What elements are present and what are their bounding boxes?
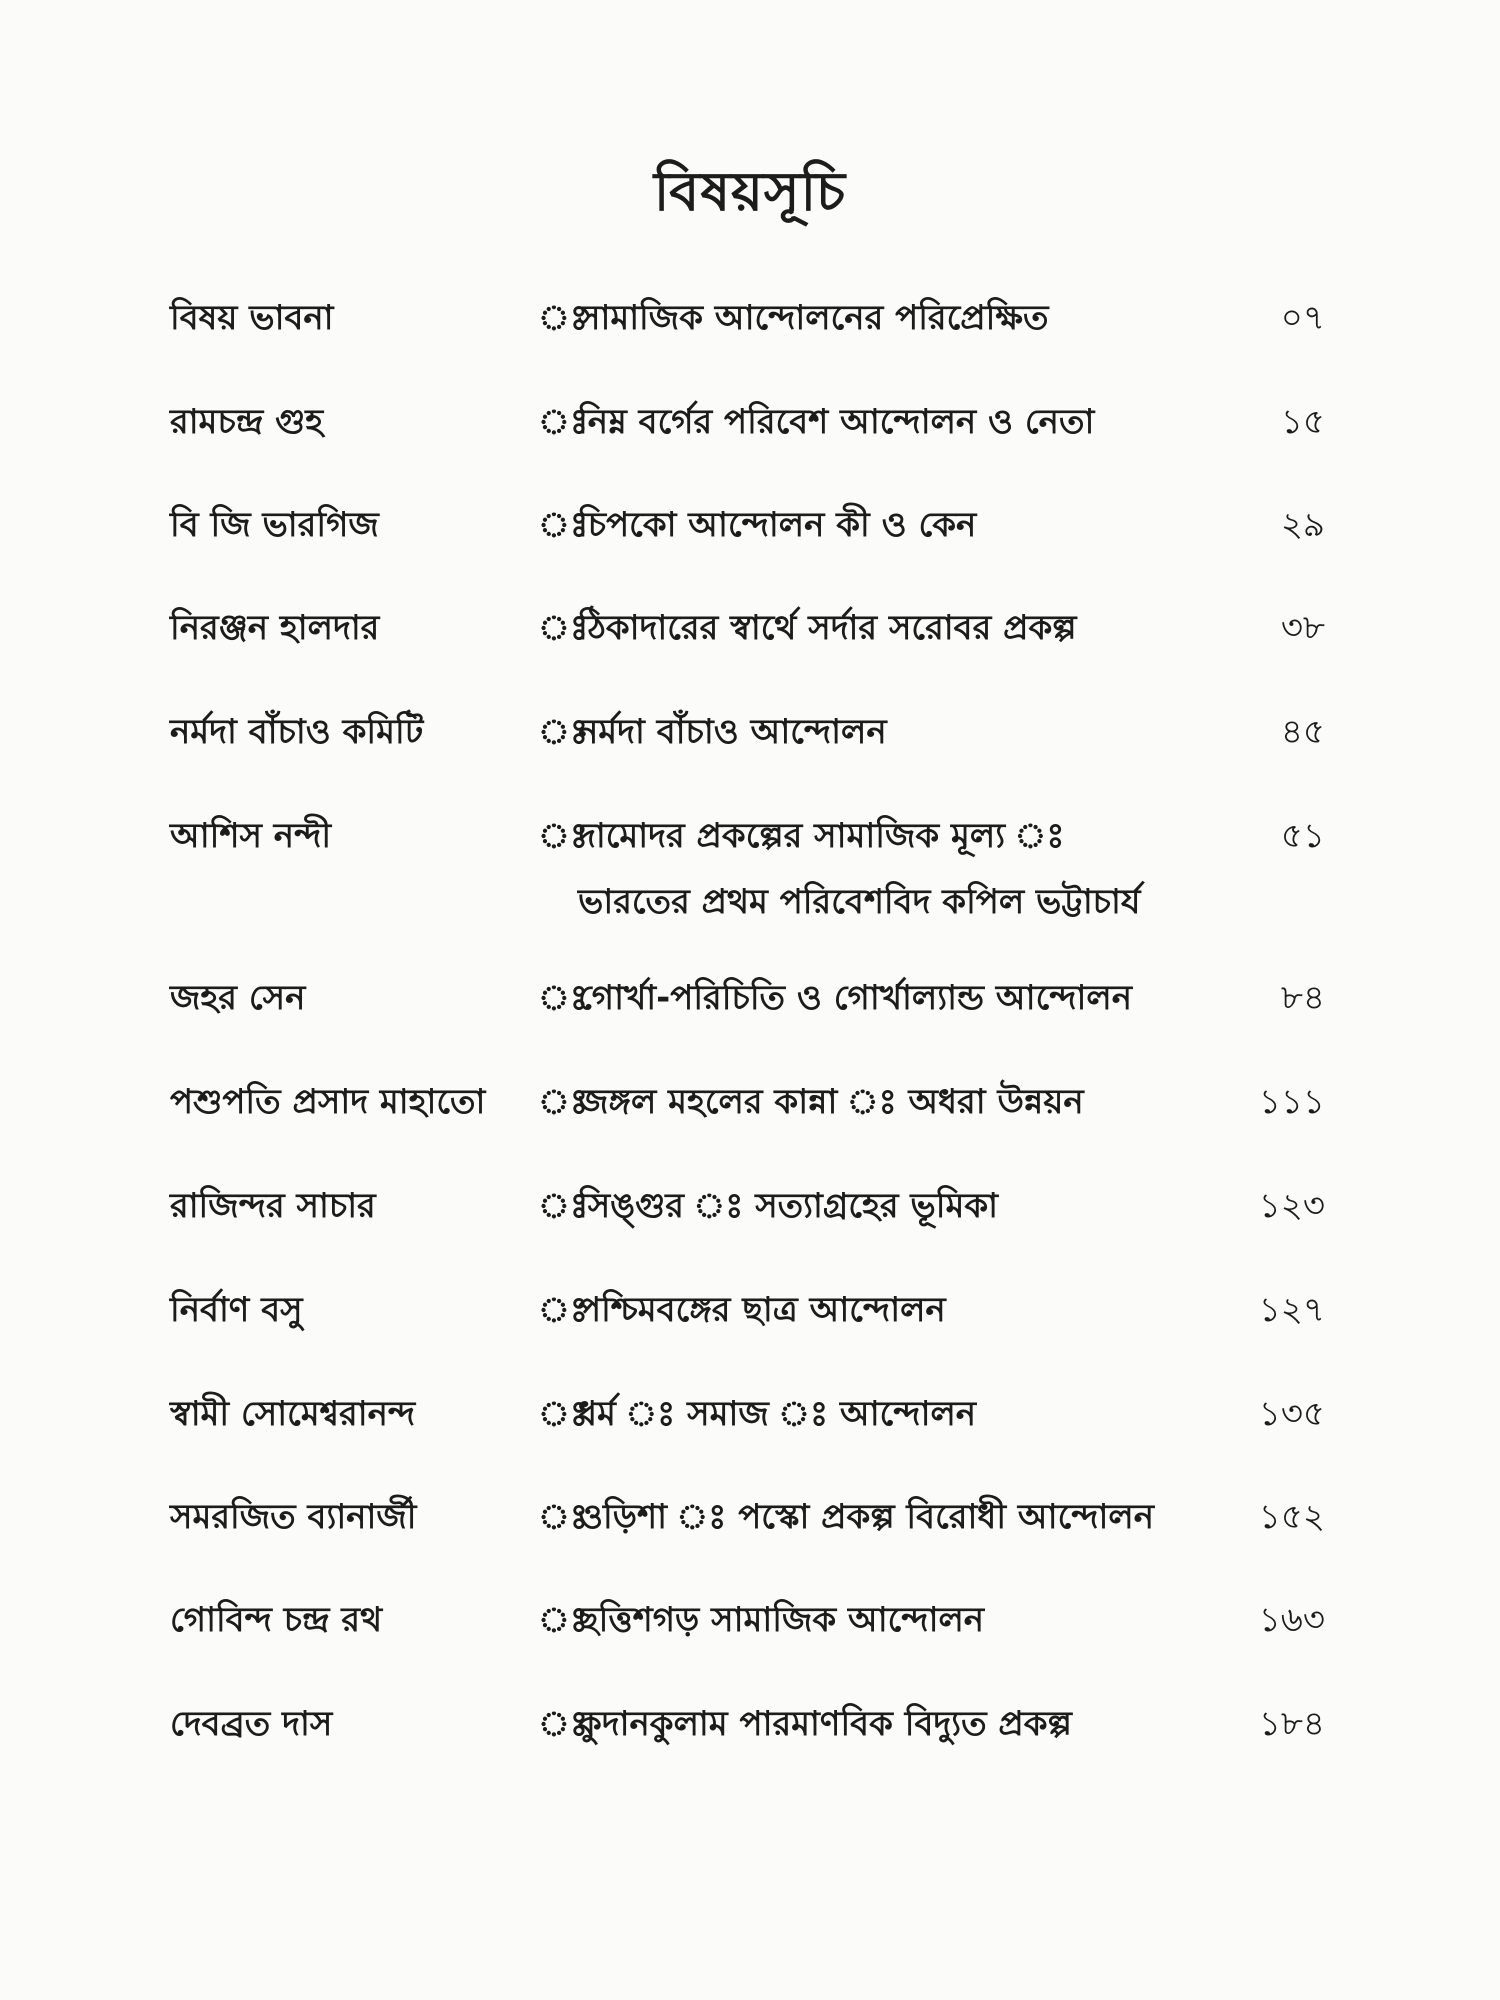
- entry-separator: ঃ: [538, 978, 588, 1018]
- entry-author: নির্বাণ বসু: [170, 1290, 303, 1330]
- entry-topic: সিঙ্গুর ঃ সত্যাগ্রহের ভূমিকা: [578, 1186, 999, 1226]
- entry-author: জহর সেন: [170, 978, 306, 1018]
- toc-entry: [0, 806, 1500, 936]
- entry-separator: ঃ: [538, 816, 588, 856]
- entry-topic: ওড়িশা ঃ পস্কো প্রকল্প বিরোধী আন্দোলন: [578, 1497, 1155, 1537]
- entry-author: রাজিন্দর সাচার: [170, 1186, 376, 1226]
- entry-page-number: ১৫২: [1258, 1497, 1325, 1537]
- toc-entry: [0, 392, 1500, 452]
- toc-entry: [0, 495, 1500, 555]
- toc-entry: [0, 1694, 1500, 1754]
- entry-author: রামচন্দ্র গুহ: [170, 402, 324, 442]
- entry-topic: পশ্চিমবঙ্গের ছাত্র আন্দোলন: [578, 1290, 946, 1330]
- entry-page-number: ১২৩: [1258, 1186, 1325, 1226]
- toc-entry: [0, 1384, 1500, 1444]
- toc-entry: [0, 702, 1500, 762]
- toc-entry: [0, 1072, 1500, 1132]
- entry-separator: ঃ: [538, 712, 588, 752]
- entry-page-number: ১৮৪: [1258, 1704, 1325, 1744]
- entry-author: পশুপতি প্রসাদ মাহাতো: [170, 1082, 486, 1122]
- entry-separator: ঃ: [538, 1600, 588, 1640]
- entry-page-number: ৩৮: [1280, 608, 1325, 648]
- entry-page-number: ২৯: [1280, 505, 1325, 545]
- toc-entry: [0, 1176, 1500, 1236]
- entry-page-number: ১৩৫: [1258, 1394, 1325, 1434]
- page-title: বিষয়সূচি: [653, 160, 847, 223]
- entry-page-number: ১১১: [1258, 1082, 1325, 1122]
- entry-topic: [578, 806, 1140, 932]
- entry-separator: ঃ: [538, 1082, 588, 1122]
- entry-separator: ঃ: [538, 608, 588, 648]
- entry-topic: জঙ্গল মহলের কান্না ঃ অধরা উন্নয়ন: [578, 1082, 1084, 1122]
- entry-page-number: ৫১: [1280, 816, 1325, 856]
- entry-topic: ঠিকাদারের স্বার্থে সর্দার সরোবর প্রকল্প: [578, 608, 1077, 648]
- toc-entry: [0, 598, 1500, 658]
- entry-topic: ধর্ম ঃ সমাজ ঃ আন্দোলন: [578, 1394, 977, 1434]
- entry-page-number: ০৭: [1280, 298, 1325, 338]
- entry-topic: গোর্খা-পরিচিতি ও গোর্খাল্যান্ড আন্দোলন: [578, 978, 1133, 1018]
- entry-author: স্বামী সোমেশ্বরানন্দ: [170, 1394, 416, 1434]
- entry-topic-line-2: ভারতের প্রথম পরিবেশবিদ কপিল ভট্টাচার্য: [578, 882, 1141, 922]
- entry-page-number: ১৫: [1280, 402, 1325, 442]
- toc-entry: [0, 1280, 1500, 1340]
- entry-topic: নর্মদা বাঁচাও আন্দোলন: [578, 712, 887, 752]
- entry-separator: ঃ: [538, 1186, 588, 1226]
- entry-author: নিরঞ্জন হালদার: [170, 608, 380, 648]
- entry-page-number: ৮৪: [1280, 978, 1325, 1018]
- entry-page-number: ১২৭: [1258, 1290, 1325, 1330]
- entry-page-number: ১৬৩: [1258, 1600, 1325, 1640]
- entry-separator: ঃ: [538, 1704, 588, 1744]
- entry-separator: ঃ: [538, 298, 588, 338]
- entry-author: নর্মদা বাঁচাও কমিটি: [170, 712, 424, 752]
- entry-page-number: ৪৫: [1280, 712, 1325, 752]
- toc-entry: [0, 1487, 1500, 1547]
- entry-topic: ছত্তিশগড় সামাজিক আন্দোলন: [578, 1600, 985, 1640]
- entry-topic: কুদানকুলাম পারমাণবিক বিদ্যুত প্রকল্প: [578, 1704, 1072, 1744]
- entry-separator: ঃ: [538, 1394, 588, 1434]
- toc-entry: [0, 288, 1500, 348]
- entry-author: গোবিন্দ চন্দ্র রথ: [170, 1600, 383, 1640]
- entry-separator: ঃ: [538, 402, 588, 442]
- entry-author: দেবব্রত দাস: [170, 1704, 333, 1744]
- entry-separator: ঃ: [538, 1497, 588, 1537]
- entry-separator: ঃ: [538, 1290, 588, 1330]
- entry-author: আশিস নন্দী: [170, 816, 332, 856]
- toc-entry: [0, 1590, 1500, 1650]
- entry-author: বি জি ভারগিজ: [170, 505, 379, 545]
- entry-separator: ঃ: [538, 505, 588, 545]
- entry-topic: সামাজিক আন্দোলনের পরিপ্রেক্ষিত: [578, 298, 1049, 338]
- entry-author: বিষয় ভাবনা: [170, 298, 334, 338]
- entry-topic-line-1: দামোদর প্রকল্পের সামাজিক মূল্য ঃ: [578, 816, 1065, 856]
- entry-author: সমরজিত ব্যানার্জী: [170, 1497, 417, 1537]
- toc-entry: [0, 968, 1500, 1028]
- entry-topic: নিম্ন বর্গের পরিবেশ আন্দোলন ও নেতা: [578, 402, 1095, 442]
- entry-topic: চিপকো আন্দোলন কী ও কেন: [578, 505, 977, 545]
